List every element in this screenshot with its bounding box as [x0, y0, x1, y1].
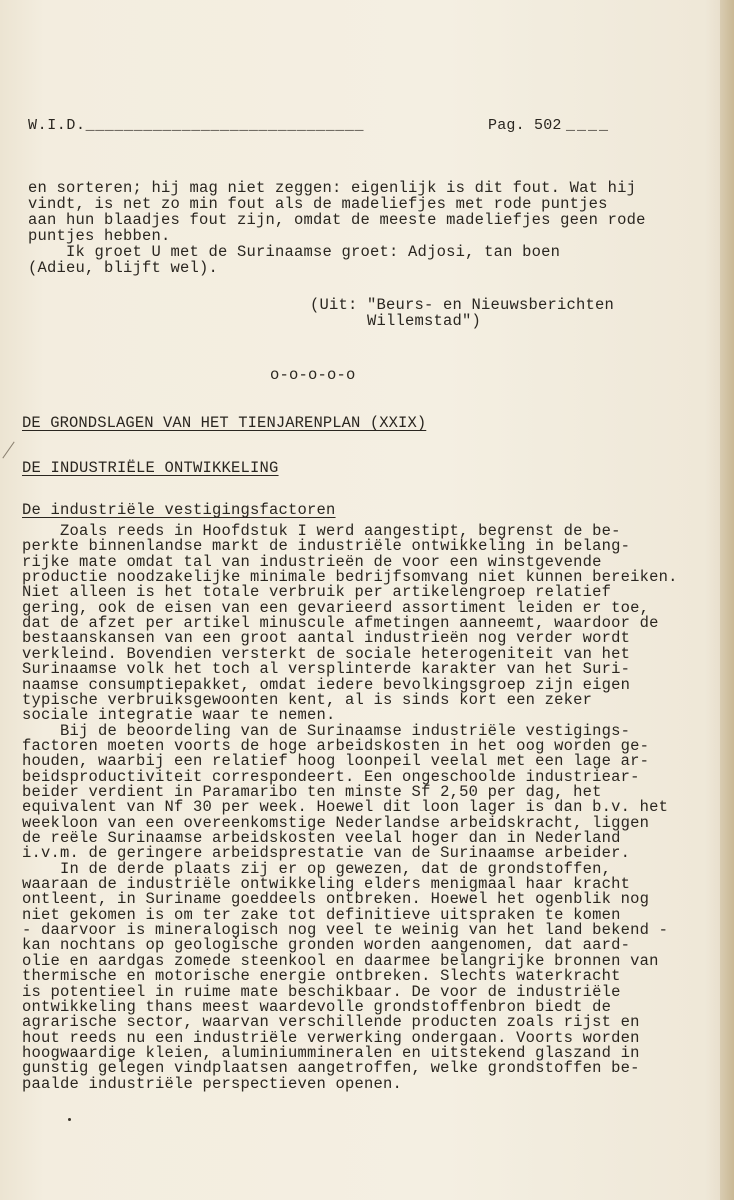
section-heading: De industriële vestigingsfactoren: [22, 501, 336, 519]
intro-line: puntjes hebben.: [28, 227, 171, 245]
body-line: perkte binnenlandse markt de industriële ontwikkeling in belang-: [22, 537, 631, 555]
body-line: sociale integratie waar te nemen.: [22, 706, 336, 724]
body-line: Niet alleen is het totale verbruik per artikelengroep relatief: [22, 583, 612, 601]
header-dashes: ____: [566, 117, 611, 134]
body-line: equivalent van Nf 30 per week. Hoewel dit loon lager is dan b.v. het: [22, 798, 669, 816]
body-line: - daarvoor is mineralogisch nog veel te weinig van het land bekend -: [22, 921, 669, 939]
body-line: beidsproductiviteit correspondeert. Een ongeschoolde industriear-: [22, 768, 640, 786]
intro-line: en sorteren; hij mag niet zeggen: eigenlijk is dit fout. Wat hij: [28, 179, 637, 197]
body-line: hout reeds nu een industriële verwerking ondergaan. Voorts worden: [22, 1029, 640, 1047]
article-subtitle: DE INDUSTRIËLE ONTWIKKELING: [22, 459, 279, 477]
body-line: houden, waarbij een relatief hoog loonpeil veelal met een lage ar-: [22, 752, 650, 770]
body-line: verkleind. Bovendien versterkt de sociale heterogeniteit van het: [22, 645, 631, 663]
body-line: paalde industriële perspectieven openen.: [22, 1075, 403, 1093]
body-line: typische verbruiksgewoonten kent, al is sinds kort een zeker: [22, 691, 593, 709]
body-line: olie en aardgas zomede steenkool en daarmee belangrijke bronnen van: [22, 952, 659, 970]
margin-dot: [68, 1118, 71, 1121]
body-line: gering, ook de eisen van een gevarieerd assortiment leiden er toe,: [22, 599, 650, 617]
body-line: dat de afzet per artikel minuscule afmetingen aanneemt, waardoor de: [22, 614, 659, 632]
body-line: gunstig gelegen vindplaatsen aangetroffen, welke grondstoffen be-: [22, 1059, 640, 1077]
body-line: ontwikkeling thans meest waardevolle grondstoffenbron biedt de: [22, 998, 612, 1016]
body-line: Bij de beoordeling van de Surinaamse industriële vestigings-: [22, 722, 631, 740]
separator: o-o-o-o-o: [270, 366, 356, 384]
body-line: waaraan de industriële ontwikkeling elders menigmaal haar kracht: [22, 875, 631, 893]
body-line: bestaanskansen van een groot aantal industrieën nog verder wordt: [22, 629, 631, 647]
body-line: hoogwaardige kleien, aluminiummineralen en uitstekend glaszand in: [22, 1044, 640, 1062]
body-line: In de derde plaats zij er op gewezen, dat de grondstoffen,: [22, 860, 612, 878]
body-line: thermische en motorische energie ontbreken. Slechts waterkracht: [22, 967, 621, 985]
body-line: Surinaamse volk het toch al versplinterde karakter van het Suri-: [22, 660, 631, 678]
article-title: DE GRONDSLAGEN VAN HET TIENJARENPLAN (XXIX): [22, 414, 427, 432]
source-line-1: (Uit: "Beurs- en Nieuwsberichten: [310, 296, 615, 314]
page-number: Pag. 502: [488, 117, 562, 134]
intro-line: vindt, is net zo min fout als de madeliefjes met rode puntjes: [28, 195, 608, 213]
intro-line: (Adieu, blijft wel).: [28, 259, 219, 277]
intro-line: aan hun blaadjes fout zijn, omdat de meeste madeliefjes geen rode: [28, 211, 646, 229]
body-line: agrarische sector, waarvan verschillende producten zoals rijst en: [22, 1013, 640, 1031]
body-line: kan nochtans op geologische gronden worden aangenomen, dat aard-: [22, 936, 631, 954]
body-line: weekloon van een overeenkomstige Nederlandse arbeidskracht, liggen: [22, 814, 650, 832]
body-line: de reële Surinaamse arbeidskosten veelal hoger dan in Nederland: [22, 829, 621, 847]
page-edge: [720, 0, 734, 1200]
header-left: W.I.D._____________________________: [28, 117, 365, 134]
body-line: i.v.m. de geringere arbeidsprestatie van de Surinaamse arbeider.: [22, 844, 631, 862]
body-line: rijke mate omdat tal van industrieën de voor een winstgevende: [22, 553, 602, 571]
body-line: beider verdient in Paramaribo ten minste Sf 2,50 per dag, het: [22, 783, 602, 801]
margin-mark: [2, 442, 14, 459]
body-line: is potentieel in ruime mate beschikbaar. De voor de industriële: [22, 983, 621, 1001]
body-line: Zoals reeds in Hoofdstuk I werd aangestipt, begrenst de be-: [22, 522, 621, 540]
source-line-2: Willemstad"): [310, 312, 482, 330]
body-line: naamse consumptiepakket, omdat iedere bevolkingsgroep zijn eigen: [22, 676, 631, 694]
body-line: productie noodzakelijke minimale bedrijfsomvang niet kunnen bereiken.: [22, 568, 678, 586]
body-line: niet gekomen is om ter zake tot definitieve uitspraken te komen: [22, 906, 621, 924]
intro-line: Ik groet U met de Surinaamse groet: Adjosi, tan boen: [28, 243, 561, 261]
body-line: factoren moeten voorts de hoge arbeidskosten in het oog worden ge-: [22, 737, 650, 755]
body-line: ontleent, in Suriname goeddeels ontbreken. Hoewel het ogenblik nog: [22, 890, 650, 908]
